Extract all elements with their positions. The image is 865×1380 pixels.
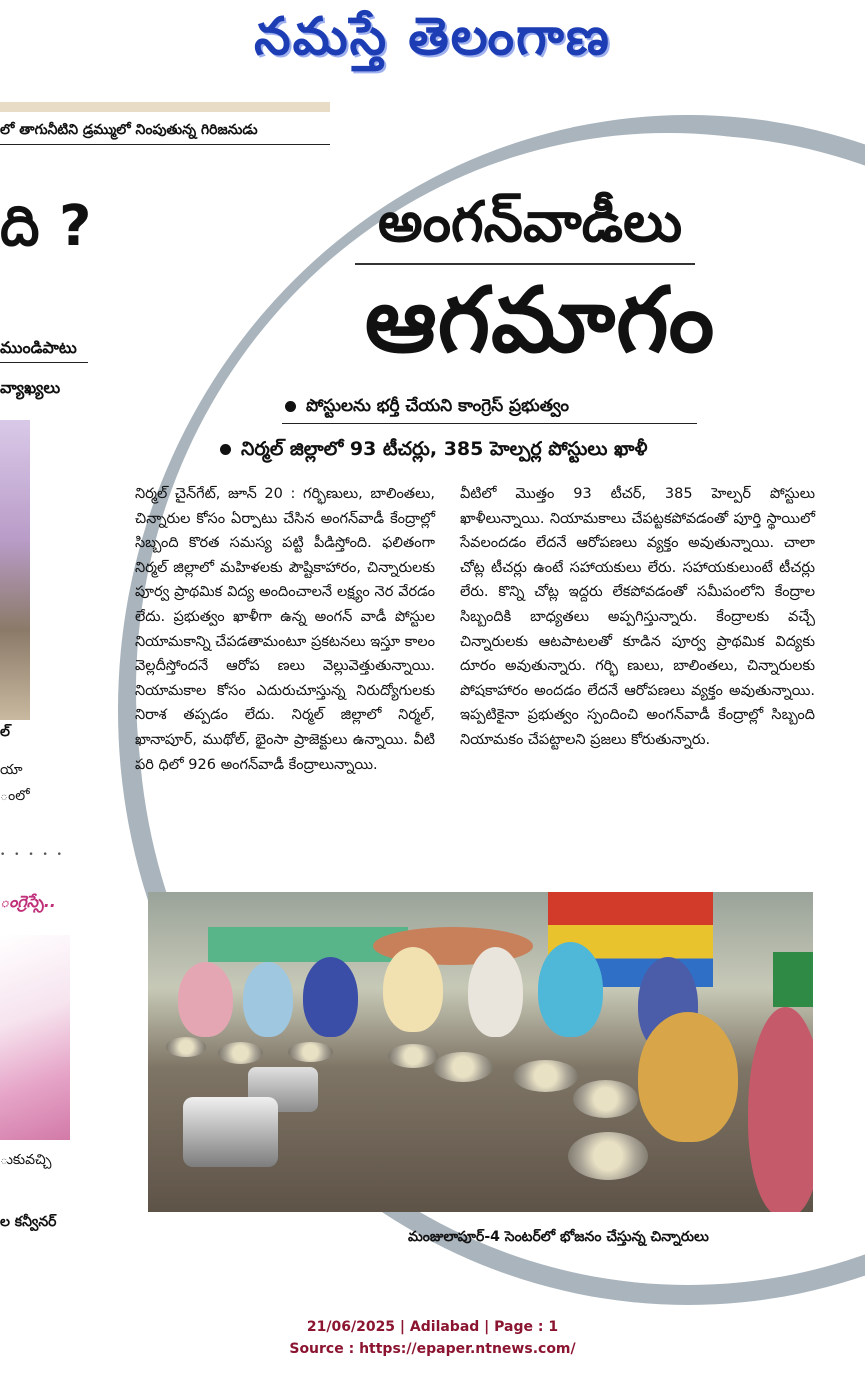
- subhead-rule: [282, 423, 697, 424]
- bullet-icon: [285, 401, 296, 412]
- left-section-title: ంగ్రెస్సే..: [0, 892, 56, 911]
- left-fragment-b: యా: [0, 762, 23, 778]
- bullet-icon: [220, 444, 231, 455]
- photo-child: [243, 962, 293, 1037]
- photo-plate: [218, 1042, 263, 1064]
- left-divider: [0, 144, 330, 145]
- left-fragment-c: ంలో: [0, 788, 30, 804]
- footer-date-edition: 21/06/2025 | Adilabad | Page : 1: [306, 1319, 559, 1335]
- left-dots: • • • • •: [0, 850, 65, 860]
- photo-plate: [388, 1044, 438, 1068]
- left-photo: [0, 420, 30, 720]
- photo-child: [383, 947, 443, 1032]
- photo-plate: [433, 1052, 493, 1082]
- article-headline-line2: ఆగమాగం: [364, 268, 716, 373]
- photo-woman: [748, 1007, 813, 1212]
- footer-source: Source : https://epaper.ntnews.com/: [289, 1341, 576, 1357]
- masthead: నమస్తే తెలంగాణ: [254, 7, 611, 67]
- photo-plate: [568, 1132, 648, 1180]
- photo-caption: మంజులాపూర్-4 సెంటర్‌లో భోజనం చేస్తున్న చిన్నారులు: [408, 1229, 709, 1245]
- photo-steel-vessel: [183, 1097, 278, 1167]
- left-portrait-photo: [0, 935, 70, 1140]
- photo-child: [638, 1012, 738, 1142]
- article-subhead-1: [285, 396, 569, 420]
- headline-rule: [355, 263, 695, 265]
- article-subhead-2-text: నిర్మల్ జిల్లాలో 93 టీచర్లు, 385 హెల్పర్ల పోస్టులు ఖాళీ: [241, 438, 648, 460]
- article-subhead-2: [220, 438, 648, 465]
- photo-child: [538, 942, 603, 1037]
- article-headline-line1: అంగన్‌వాడీలు: [377, 190, 683, 255]
- left-fragment-a: ల్: [0, 724, 10, 740]
- photo-plate: [288, 1042, 333, 1062]
- photo-child: [303, 957, 358, 1037]
- left-subhead-rule: [0, 362, 88, 363]
- photo-child: [178, 962, 233, 1037]
- left-fragment-d: ుకువచ్చి: [0, 1152, 52, 1168]
- photo-plate: [513, 1060, 578, 1092]
- article-photo: [148, 892, 813, 1212]
- left-headline-fragment: ది ?: [0, 194, 92, 259]
- main-article: [135, 170, 830, 1270]
- photo-plate: [166, 1037, 206, 1057]
- article-column-1: నిర్మల్ చైన్‌గేట్, జూన్ 20 : గర్భిణులు, బాలింతలు, చిన్నారుల కోసం ఏర్పాటు చేసిన అంగన్‌వాడీ కేంద్రాల్లో సిబ్బంది కొరత సమస్య పట్టి పీడిస్తోంది. ఫలితంగా నిర్మల్ జిల్లాలో మహిళలకు పౌష్టికాహారం, చిన్నారులకు పూర్వ ప్రాథమిక విద్య అందించాలనే లక్ష్యం నెర వేరడం లేదు. ప్రభుత్వం ఖాళీగా ఉన్న అంగన్ వాడీ పోస్టుల నియామకాన్ని చేపడతామంటూ ప్రకటనలు ఇస్తూ కాలం వెల్లదీస్తోందనే ఆరోప ణలు వెల్లువెత్తుతున్నాయి. నియామకాల కోసం ఎదురుచూస్తున్న నిరుద్యోగులకు నిరాశ తప్పడం లేదు. నిర్మల్ జిల్లాలో నిర్మల్, ఖానాపూర్, ముథోల్, భైంసా ప్రాజెక్టులు ఉన్నాయి. వీటి పరి ధిలో 926 అంగన్‌వాడీ కేంద్రాలున్నాయి.: [135, 486, 435, 773]
- photo-child: [468, 947, 523, 1037]
- left-fragment-e: ల కన్వీనర్: [0, 1214, 57, 1230]
- left-photo-caption: లో తాగునీటిని డ్రమ్ములో నింపుతున్న గిరిజనుడు: [0, 122, 258, 138]
- left-subhead-2: వ్యాఖ్యలు: [0, 378, 61, 397]
- article-column-2: వీటిలో మొత్తం 93 టీచర్, 385 హెల్పర్ పోస్టులు ఖాళీలున్నాయి. నియామకాలు చేపట్టకపోవడంతో పూర్తి స్థాయిలో సేవలందడం లేదనే ఆరోపణలు వ్యక్తం అవుతున్నాయి. చాలా చోట్ల టీచర్లు ఉంటే సహాయకులు లేరు. సహాయకులుంటే టీచర్లు లేరు. కొన్ని చోట్ల ఇద్దరు లేకపోవడంతో సమీపంలోని కేంద్రాల సిబ్బందికి బాధ్యతలు అప్పగిస్తున్నారు. కేంద్రాలకు వచ్చే చిన్నారులకు ఆటపాటలతో కూడిన పూర్వ ప్రాథమిక విద్యకు దూరం అవుతున్నారు. గర్భి ణులు, బాలింతలు, చిన్నారులకు పోషకాహారం అందడం లేదనే ఆరోపణలు వ్యక్తం అవుతున్నాయి. ఇప్పటికైనా ప్రభుత్వం స్పందించి అంగన్‌వాడీ కేంద్రాల్లో సిబ్బంది నియామకం చేపట్టాలని ప్రజలు కోరుతున్నారు.: [460, 486, 815, 748]
- article-subhead-1-text: పోస్టులను భర్తీ చేయని కాంగ్రెస్ ప్రభుత్వం: [306, 396, 569, 416]
- photo-plate: [573, 1080, 638, 1118]
- page-footer: [0, 1316, 865, 1360]
- left-subhead-1: ముండిపాటు: [0, 338, 77, 357]
- photo-green-bin: [773, 952, 813, 1007]
- photo-edge-strip: [0, 102, 330, 112]
